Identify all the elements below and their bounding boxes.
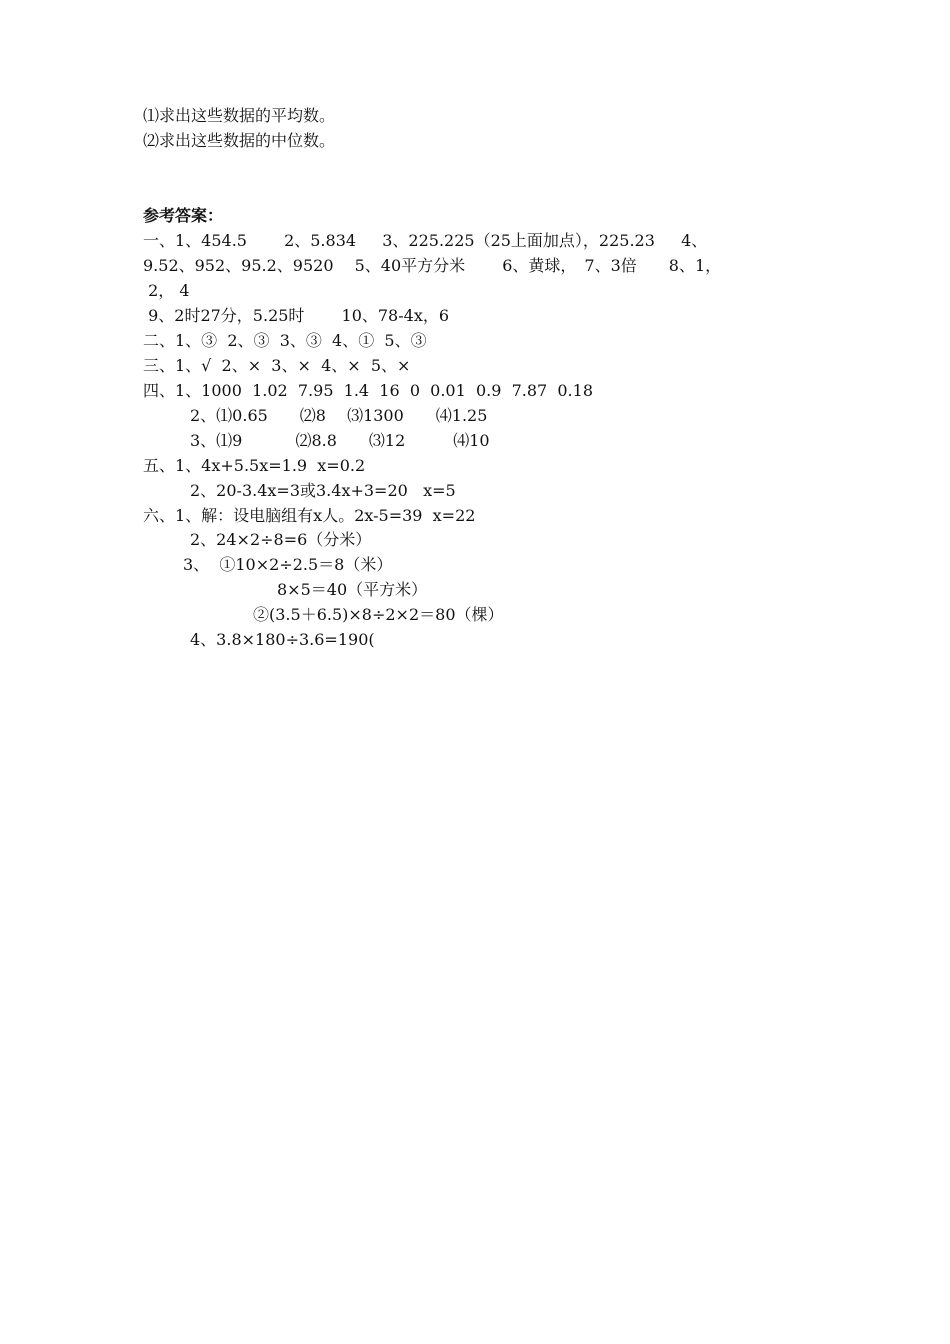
answer-section-4: 四、1、1000 1.02 7.95 1.4 16 0 0.01 0.9 7.87 0.18 xyxy=(143,381,594,400)
answers-heading: 参考答案： xyxy=(143,206,224,225)
answer-section-6-item-2: 2、24×2÷8=6（分米） xyxy=(190,530,372,549)
answer-section-5: 五、1、4x+5.5x=1.9 x=0.2 xyxy=(143,456,366,475)
answer-line-3: 2， 4 xyxy=(143,281,190,300)
answer-section-2: 二、1、③ 2、③ 3、③ 4、① 5、③ xyxy=(143,331,427,350)
answer-section-5-item-2: 2、20-3.4x=3或3.4x+3=20 x=5 xyxy=(190,481,456,500)
answer-line-4: 9、2时27分，5.25时 10、78-4x，6 xyxy=(143,306,450,325)
question-median: ⑵求出这些数据的中位数。 xyxy=(143,131,336,150)
answer-section-6-item-4: 4、3.8×180÷3.6=190( xyxy=(190,630,375,649)
answer-section-6-item-3a: 3、 ①10×2÷2.5＝8（米） xyxy=(183,555,393,574)
question-mean: ⑴求出这些数据的平均数。 xyxy=(143,106,336,125)
answer-line-2: 9.52、952、95.2、9520 5、40平方分米 6、黄球， 7、3倍 8、1， xyxy=(143,256,722,275)
answer-section-4-item-3: 3、⑴9 ⑵8.8 ⑶12 ⑷10 xyxy=(190,431,490,450)
answer-section-6-item-3b: 8×5＝40（平方米） xyxy=(277,580,428,599)
answer-section-6-item-3c: ②(3.5＋6.5)×8÷2×2＝80（棵） xyxy=(253,605,504,624)
answer-line-1: 一、1、454.5 2、5.834 3、225.225（25上面加点），225.23 4、 xyxy=(143,231,708,250)
answer-section-6: 六、1、解：设电脑组有x人。2x-5=39 x=22 xyxy=(143,506,476,525)
answer-section-3: 三、1、√ 2、× 3、× 4、× 5、× xyxy=(143,356,411,375)
answer-section-4-item-2: 2、⑴0.65 ⑵8 ⑶1300 ⑷1.25 xyxy=(190,406,488,425)
